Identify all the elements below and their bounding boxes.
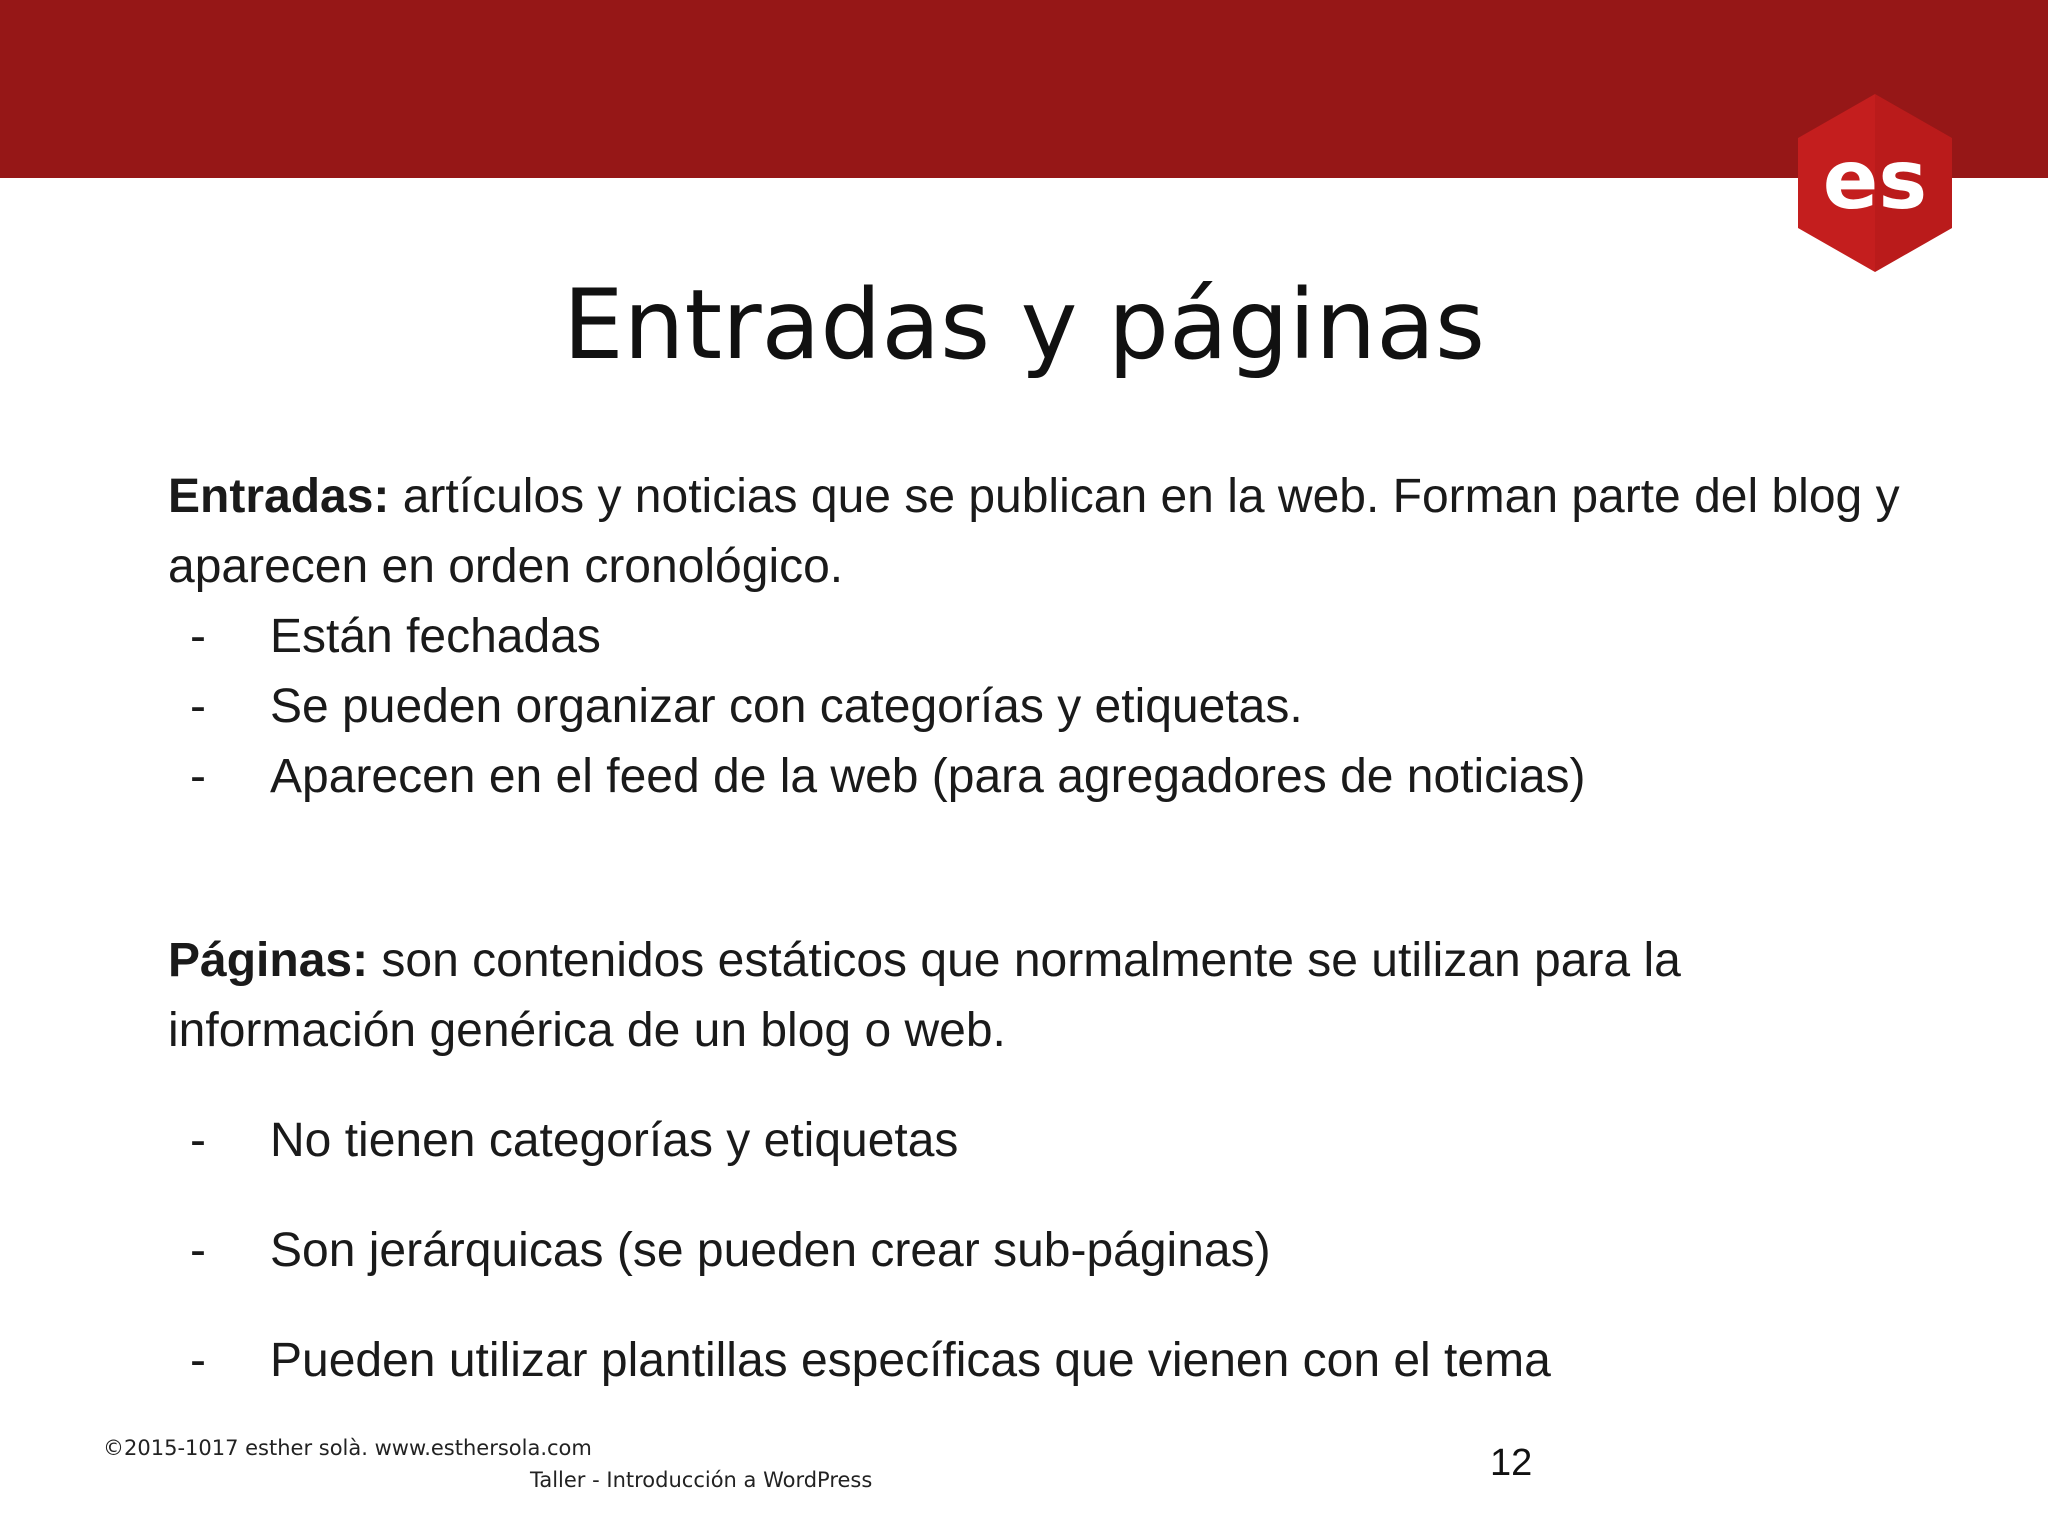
paginas-bullet-2 bbox=[190, 1216, 1271, 1286]
paginas-bullet-3 bbox=[190, 1326, 1551, 1396]
header-band bbox=[0, 0, 2048, 178]
bullet-text: Están fechadas bbox=[270, 610, 601, 663]
bullet-text: No tienen categorías y etiquetas bbox=[270, 1114, 959, 1167]
bullet-dash: - bbox=[190, 750, 206, 803]
paginas-description: son contenidos estáticos que normalmente se utilizan para la información genérica de un blog o web. bbox=[168, 934, 1681, 1057]
bullet-text: Pueden utilizar plantillas específicas que vienen con el tema bbox=[270, 1334, 1551, 1387]
entradas-bullet-1 bbox=[190, 602, 601, 672]
paginas-bullet-1 bbox=[190, 1106, 958, 1176]
es-logo-icon bbox=[1790, 90, 1960, 280]
footer-course-title: Taller - Introducción a WordPress bbox=[530, 1468, 873, 1492]
bullet-dash: - bbox=[190, 1114, 206, 1167]
bullet-text: Aparecen en el feed de la web (para agregadores de noticias) bbox=[270, 750, 1586, 803]
entradas-paragraph bbox=[168, 462, 1928, 602]
entradas-description: artículos y noticias que se publican en la web. Forman parte del blog y aparecen en orden cronológico. bbox=[168, 470, 1900, 593]
bullet-dash: - bbox=[190, 610, 206, 663]
paginas-label: Páginas: bbox=[168, 934, 369, 987]
bullet-dash: - bbox=[190, 680, 206, 733]
slide-title: Entradas y páginas bbox=[562, 269, 1486, 381]
bullet-text: Son jerárquicas (se pueden crear sub-páginas) bbox=[270, 1224, 1271, 1277]
logo-text: es bbox=[1822, 133, 1928, 228]
paginas-paragraph bbox=[168, 926, 1928, 1066]
bullet-text: Se pueden organizar con categorías y etiquetas. bbox=[270, 680, 1303, 733]
bullet-dash: - bbox=[190, 1224, 206, 1277]
bullet-dash: - bbox=[190, 1334, 206, 1387]
entradas-bullet-3 bbox=[190, 742, 1586, 812]
footer-copyright: ©2015-1017 esther solà. www.esthersola.com bbox=[103, 1436, 592, 1460]
entradas-bullet-2 bbox=[190, 672, 1303, 742]
page-number: 12 bbox=[1490, 1442, 1533, 1484]
entradas-label: Entradas: bbox=[168, 470, 390, 523]
